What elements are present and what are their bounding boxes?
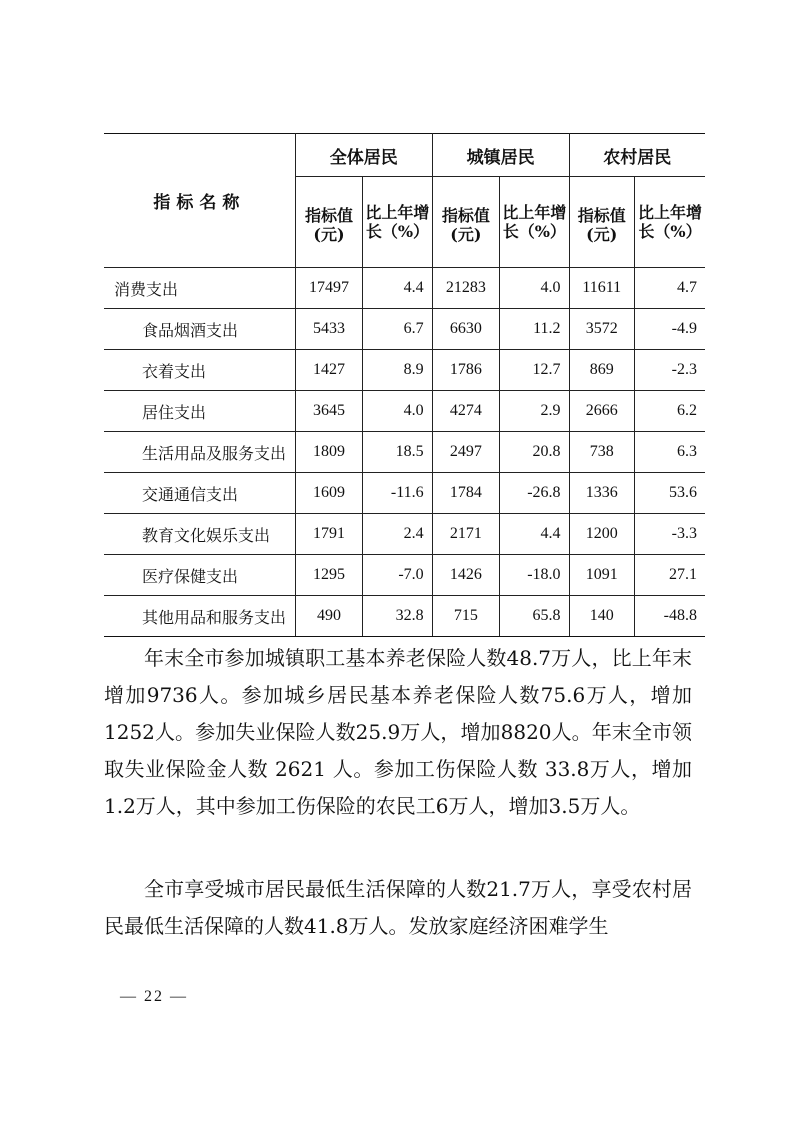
group-header-urban: 城镇居民 [432, 134, 569, 177]
group-header-rural: 农村居民 [569, 134, 705, 177]
table-row [104, 350, 705, 391]
consumption-expenditure-table [104, 133, 705, 637]
table-row [104, 514, 705, 555]
cell-rural-v: 3572 [569, 309, 634, 350]
cell-rural-v: 140 [569, 596, 634, 637]
cell-rural-g: 27.1 [634, 555, 705, 596]
sub-header-value-all [295, 177, 362, 268]
cell-urban-v: 1784 [432, 473, 499, 514]
cell-all-g: 4.0 [363, 391, 432, 432]
table-row [104, 596, 705, 637]
cell-urban-g: 12.7 [500, 350, 569, 391]
cell-urban-g: 11.2 [500, 309, 569, 350]
sub-header-growth-urban [500, 177, 569, 268]
cell-all-v: 1809 [295, 432, 362, 473]
cell-urban-v: 6630 [432, 309, 499, 350]
cell-urban-v: 2171 [432, 514, 499, 555]
cell-all-g: 2.4 [363, 514, 432, 555]
cell-all-v: 1295 [295, 555, 362, 596]
row-label: 交通通信支出 [104, 473, 295, 514]
cell-all-v: 1609 [295, 473, 362, 514]
table-row [104, 268, 705, 309]
sub-header-growth-all-text: 比上年增长（%） [365, 203, 430, 241]
cell-rural-v: 2666 [569, 391, 634, 432]
cell-all-v: 5433 [295, 309, 362, 350]
cell-all-g: -11.6 [363, 473, 432, 514]
sub-header-growth-urban-text: 比上年增长（%） [502, 203, 567, 241]
table-row [104, 391, 705, 432]
cell-all-g: 32.8 [363, 596, 432, 637]
cell-all-v: 1791 [295, 514, 362, 555]
sub-header-growth-rural-text: 比上年增长（%） [637, 203, 702, 241]
cell-rural-v: 1336 [569, 473, 634, 514]
sub-header-value-rural [569, 177, 634, 268]
sub-header-value-rural-text: 指标值(元) [577, 206, 626, 244]
table-row [104, 555, 705, 596]
cell-rural-v: 738 [569, 432, 634, 473]
page-number: — 22 — [120, 988, 188, 1005]
cell-rural-v: 1200 [569, 514, 634, 555]
row-label: 食品烟酒支出 [104, 309, 295, 350]
row-label: 居住支出 [104, 391, 295, 432]
cell-all-g: 8.9 [363, 350, 432, 391]
row-label: 衣着支出 [104, 350, 295, 391]
cell-all-g: -7.0 [363, 555, 432, 596]
sub-header-value-all-text: 指标值(元) [304, 206, 353, 244]
cell-rural-g: 6.2 [634, 391, 705, 432]
cell-all-v: 3645 [295, 391, 362, 432]
cell-urban-g: -26.8 [500, 473, 569, 514]
row-label: 其他用品和服务支出 [104, 596, 295, 637]
cell-urban-v: 21283 [432, 268, 499, 309]
cell-urban-g: 4.4 [500, 514, 569, 555]
cell-all-g: 6.7 [363, 309, 432, 350]
cell-all-v: 17497 [295, 268, 362, 309]
cell-urban-g: 4.0 [500, 268, 569, 309]
cell-urban-g: -18.0 [500, 555, 569, 596]
row-label: 医疗保健支出 [104, 555, 295, 596]
cell-rural-v: 1091 [569, 555, 634, 596]
paragraph-minimum-living-guarantee: 全市享受城市居民最低生活保障的人数21.7万人，享受农村居民最低生活保障的人数41.8万人。发放家庭经济困难学生 [104, 877, 692, 938]
cell-rural-g: -48.8 [634, 596, 705, 637]
table-body [104, 268, 705, 637]
group-header-all: 全体居民 [295, 134, 432, 177]
cell-urban-v: 1426 [432, 555, 499, 596]
cell-all-v: 1427 [295, 350, 362, 391]
table-row [104, 432, 705, 473]
row-label: 教育文化娱乐支出 [104, 514, 295, 555]
cell-rural-g: 53.6 [634, 473, 705, 514]
sub-header-growth-rural [634, 177, 705, 268]
cell-all-g: 4.4 [363, 268, 432, 309]
table-row [104, 473, 705, 514]
sub-header-value-urban-text: 指标值(元) [441, 206, 490, 244]
cell-urban-g: 20.8 [500, 432, 569, 473]
cell-rural-g: -3.3 [634, 514, 705, 555]
row-label: 生活用品及服务支出 [104, 432, 295, 473]
cell-rural-v: 11611 [569, 268, 634, 309]
row-label: 消费支出 [104, 268, 295, 309]
cell-urban-g: 2.9 [500, 391, 569, 432]
table-row [104, 309, 705, 350]
cell-urban-v: 4274 [432, 391, 499, 432]
cell-rural-v: 869 [569, 350, 634, 391]
cell-rural-g: -4.9 [634, 309, 705, 350]
indicator-name-header: 指标名称 [104, 134, 295, 268]
paragraph-social-insurance: 年末全市参加城镇职工基本养老保险人数48.7万人，比上年末增加9736人。参加城乡居民基本养老保险人数75.6万人，增加1252人。参加失业保险人数25.9万人，增加8820人。年末全市领取失业保险金人数 2621 人。参加工伤保险人数 33.8万人，增加1.2万人，其中参加工伤保险的农民工6万人，增加3.5万人。 [104, 646, 692, 818]
cell-all-g: 18.5 [363, 432, 432, 473]
cell-urban-v: 715 [432, 596, 499, 637]
sub-header-growth-all [363, 177, 432, 268]
cell-urban-g: 65.8 [500, 596, 569, 637]
cell-all-v: 490 [295, 596, 362, 637]
cell-urban-v: 1786 [432, 350, 499, 391]
cell-rural-g: -2.3 [634, 350, 705, 391]
cell-rural-g: 6.3 [634, 432, 705, 473]
cell-urban-v: 2497 [432, 432, 499, 473]
cell-rural-g: 4.7 [634, 268, 705, 309]
sub-header-value-urban [432, 177, 499, 268]
